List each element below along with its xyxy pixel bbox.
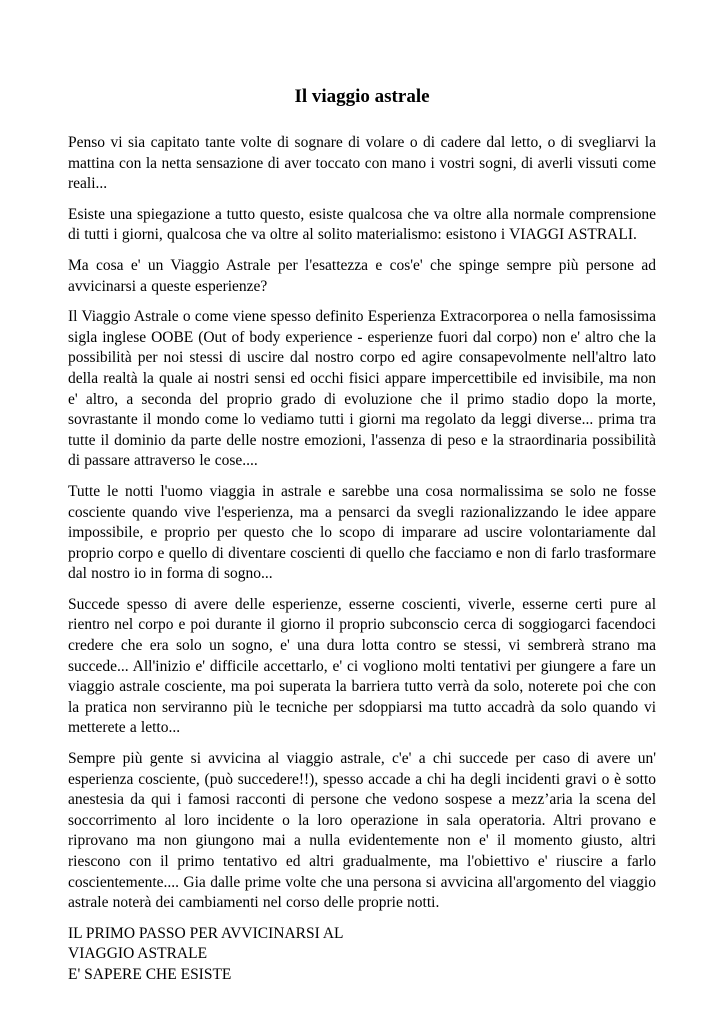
- closing-block: [68, 924, 656, 986]
- closing-line: IL PRIMO PASSO PER AVVICINARSI AL: [68, 924, 344, 942]
- body-paragraph: Penso vi sia capitato tante volte di sognare di volare o di cadere dal letto, o di svegliarvi la mattina con la netta sensazione di aver toccato con mano i vostri sogni, di averli vissuti come reali...: [68, 134, 656, 193]
- body-paragraph: Il Viaggio Astrale o come viene spesso definito Esperienza Extracorporea o nella famosissima sigla inglese OOBE (Out of body experience - esperienze fuori dal corpo) non e' altro che la possibilità per noi stessi di uscire dal nostro corpo ed agire consapevolmente nell'altro lato della realtà la quale ai nostri sensi ed occhi fisici appare impercettibile ed invisibile, ma non e' altro, a seconda del proprio grado di evoluzione che il primo stadio dopo la morte, sovrastante il mondo come lo vediamo tutti i giorni ma regolato da leggi diverse... prima tra tutte il dominio da parte delle nostre emozioni, l'assenza di peso e la straordinaria possibilità di passare attraverso le cose....: [68, 308, 656, 470]
- body-paragraph: Sempre più gente si avvicina al viaggio astrale, c'e' a chi succede per caso di avere un' esperienza cosciente, (può succedere!!), spesso accade a chi ha degli incidenti gravi o è sotto anestesia da qui i famosi racconti di persone che vedono sospese a mezz’aria la scena del soccorrimento al loro incidente o la loro operazione in sala operatoria. Altri provano e riprovano ma non giungono mai a nulla evidentemente non e' il momento giusto, altri riescono con il primo tentativo ed altri gradualmente, ma l'obiettivo e' riuscire a farlo coscientemente.... Gia dalle prime volte che una persona si avvicina all'argomento del viaggio astrale noterà dei cambiamenti nel corso delle proprie notti.: [68, 750, 656, 912]
- page-title: Il viaggio astrale: [294, 86, 430, 107]
- body-paragraph: Ma cosa e' un Viaggio Astrale per l'esattezza e cos'e' che spinge sempre più persone ad avvicinarsi a queste esperienze?: [68, 256, 656, 295]
- body-paragraph: Esiste una spiegazione a tutto questo, esiste qualcosa che va oltre alla normale comprensione di tutti i giorni, qualcosa che va oltre al solito materialismo: esistono i VIAGGI ASTRALI.: [68, 205, 656, 244]
- closing-line: VIAGGIO ASTRALE: [68, 945, 208, 963]
- closing-line: E' SAPERE CHE ESISTE: [68, 965, 232, 983]
- body-paragraph: Succede spesso di avere delle esperienze, esserne coscienti, viverle, esserne certi pure al rientro nel corpo e poi durante il giorno il proprio subconscio cerca di soggiogarci facendoci credere che era solo un sogno, e' una dura lotta contro se stessi, vi sembrerà strano ma succede... All'inizio e' difficile accettarlo, e' ci vogliono molti tentativi per giungere a fare un viaggio astrale cosciente, ma poi superata la barriera tutto verrà da solo, noterete poi che con la pratica non serviranno più le tecniche per sdoppiarsi ma tutto accadrà da solo quando vi metterete a letto...: [68, 595, 656, 737]
- body-paragraph: Tutte le notti l'uomo viaggia in astrale e sarebbe una cosa normalissima se solo ne fosse cosciente quando vive l'esperienza, ma a pensarci da svegli razionalizzando le idee appare impossibile, e proprio per questo che lo scopo di imparare ad uscire volontariamente dal proprio corpo e quello di diventare coscienti di quello che facciamo e non di farlo trasformare dal nostro io in forma di sogno...: [68, 482, 656, 583]
